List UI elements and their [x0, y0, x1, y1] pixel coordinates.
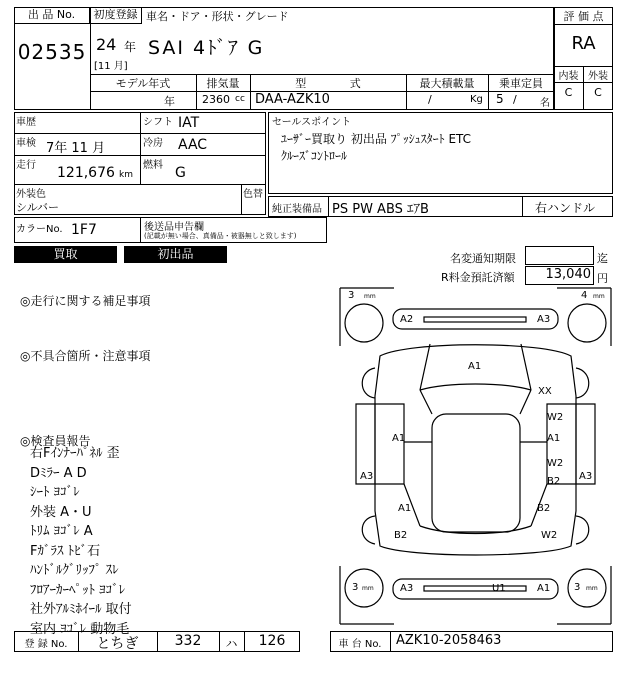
color-change-label: 色替: [243, 189, 263, 200]
lot-no-label: 出 品 No.: [14, 7, 90, 24]
mileage-label: 走行: [16, 160, 36, 171]
color-no-label: カラーNo.: [16, 224, 63, 235]
inspector-item: ﾄﾘﾑ ﾖｺﾞﾚ A: [30, 524, 93, 539]
tread-unit: mm: [362, 585, 374, 592]
damage-mark: U1: [492, 583, 506, 594]
driving-remarks-title: ◎走行に関する補足事項: [20, 294, 151, 308]
recycle-value: 13,040: [545, 267, 591, 282]
type-label: 型 式: [295, 77, 361, 90]
wheel-front-right: [568, 304, 606, 342]
exterior-label: 外装: [588, 71, 608, 82]
inspector-item: ﾌﾛｱｰｶｰﾍﾟｯﾄ ﾖｺﾞﾚ: [30, 582, 126, 598]
vehicle-name: SAI 4ﾄﾞｱ G: [148, 37, 265, 59]
displacement-label: 排気量: [206, 77, 240, 90]
damage-mark: A3: [360, 471, 374, 482]
reg-year-unit: 年: [124, 40, 137, 54]
capacity: 5: [496, 92, 504, 106]
tread-label: 3: [348, 290, 355, 301]
shift-label: シフト: [143, 117, 173, 128]
reg-year: 24: [96, 35, 117, 54]
recycle-unit: 円: [597, 272, 608, 285]
tread-label: 3: [574, 582, 581, 593]
mileage-value: 121,676: [57, 165, 115, 181]
damage-mark: W2: [541, 530, 558, 541]
inspector-item: 社外ｱﾙﾐﾎｲｰﾙ 取付: [30, 602, 132, 617]
inspector-item: 室内 ﾖｺﾞﾚ 動物毛: [30, 621, 130, 637]
inspector-item: ﾊﾝﾄﾞﾙｸﾞﾘｯﾌﾟ ｽﾚ: [30, 563, 119, 578]
docs-note: (記載が無い場合、真備品・被器無しと致します): [144, 232, 297, 240]
tread-label: 4: [581, 290, 588, 301]
capacity-unit: 名: [540, 98, 550, 109]
defect-remarks-title: ◎不具合箇所・注意事項: [20, 349, 151, 363]
grade-value: RA: [571, 33, 596, 54]
car-diagram: [338, 286, 613, 626]
damage-mark: A3: [537, 314, 551, 325]
name-change-label: 名変通知期限: [450, 252, 516, 265]
fuel-value: G: [175, 165, 186, 181]
reg-area: とちぎ: [96, 636, 139, 652]
color-no-value: 1F7: [71, 222, 97, 238]
damage-mark: A1: [392, 433, 406, 444]
displacement-unit: cc: [235, 94, 245, 104]
damage-mark: A1: [398, 503, 412, 514]
inspector-item: Dﾐﾗｰ A D: [30, 465, 87, 481]
exterior-grade: C: [594, 86, 602, 99]
model-year-unit: 年: [164, 95, 175, 108]
damage-mark: XX: [538, 386, 552, 397]
damage-mark: A3: [579, 471, 593, 482]
inspector-item: 外装 A・U: [30, 504, 92, 520]
tread-unit: mm: [364, 293, 376, 300]
grade-label: 評 価 点: [563, 10, 604, 23]
max-load-unit: Kg: [470, 94, 483, 105]
sales-line-2: ｸﾙｰｽﾞｺﾝﾄﾛｰﾙ: [281, 149, 348, 163]
max-load-sep: /: [428, 93, 432, 106]
buy-badge: 買取: [14, 246, 117, 263]
inspection-value: 7年 11 月: [46, 141, 106, 156]
tread-unit: mm: [586, 585, 598, 592]
damage-mark: A1: [537, 583, 551, 594]
interior-grade: C: [564, 86, 573, 99]
reg-kana: ハ: [225, 637, 238, 651]
damage-mark: B2: [537, 503, 551, 514]
damage-mark: W2: [547, 412, 564, 423]
reg-class: 332: [174, 633, 202, 649]
mileage-unit: km: [119, 170, 133, 180]
inspection-label: 車検: [16, 138, 36, 149]
inspector-title: ◎検査員報告: [20, 434, 91, 448]
color-label: 外装色: [16, 189, 46, 200]
ac-value: AAC: [178, 137, 208, 153]
name-change-box: [525, 246, 594, 265]
fuel-label: 燃料: [143, 160, 163, 171]
wheel-front-left: [345, 304, 383, 342]
lot-no: 02535: [17, 40, 87, 64]
chassis-label: 車 台 No.: [338, 639, 382, 650]
docs-label: 後送品申告欄: [144, 222, 204, 233]
chassis-number: AZK10-2058463: [396, 633, 502, 648]
tread-label: 3: [352, 582, 359, 593]
equipment-items: PS PW ABS ｴｱB: [332, 202, 429, 217]
inspector-item: Fｶﾞﾗｽ ﾄﾋﾞ石: [30, 543, 101, 559]
inspector-item: ｼｰﾄ ﾖｺﾞﾚ: [30, 485, 80, 500]
displacement: 2360: [202, 93, 230, 106]
steering: 右ハンドル: [535, 201, 596, 215]
damage-mark: B2: [547, 476, 561, 487]
first-reg-label: 初度登録: [90, 7, 142, 24]
type-value: DAA-AZK10: [255, 92, 330, 107]
damage-mark: A2: [400, 314, 414, 325]
front-bumper: [393, 309, 558, 329]
model-year-label: モデル年式: [115, 77, 171, 90]
damage-mark: W2: [547, 458, 564, 469]
reg-month: [11 月]: [94, 61, 128, 72]
history-label: 車歴: [16, 117, 36, 128]
first-listing-badge: 初出品: [124, 246, 227, 263]
vehicle-label: 車名・ドア・形状・グレード: [146, 10, 289, 23]
reg-no-label: 登 録 No.: [24, 639, 68, 650]
inspector-list: [30, 444, 330, 639]
damage-mark: B2: [394, 530, 408, 541]
interior-label: 内装: [558, 71, 579, 82]
damage-mark: A3: [400, 583, 414, 594]
sales-line-1: ﾕｰｻﾞｰ買取り 初出品 ﾌﾟｯｼｭｽﾀｰﾄ ETC: [281, 132, 472, 146]
equipment-label: 純正装備品: [272, 204, 322, 215]
capacity-label: 乗車定員: [499, 77, 543, 90]
shift-value: IAT: [178, 115, 200, 131]
recycle-label: R料金預託済額: [441, 271, 515, 284]
color-value: シルバー: [16, 201, 59, 214]
damage-mark: A1: [468, 361, 482, 372]
tread-unit: mm: [593, 293, 605, 300]
sales-label: セールスポイント: [272, 117, 352, 128]
reg-number: 126: [258, 633, 286, 649]
capacity-sep: /: [513, 93, 517, 106]
inspector-item: 右Fｲﾝﾅｰﾊﾟﾈﾙ 歪: [30, 446, 120, 461]
name-change-unit: 迄: [597, 252, 608, 265]
ac-label: 冷房: [143, 138, 163, 149]
rear-bumper: [393, 579, 558, 599]
damage-mark: A1: [547, 433, 561, 444]
max-load-label: 最大積載量: [419, 77, 475, 90]
